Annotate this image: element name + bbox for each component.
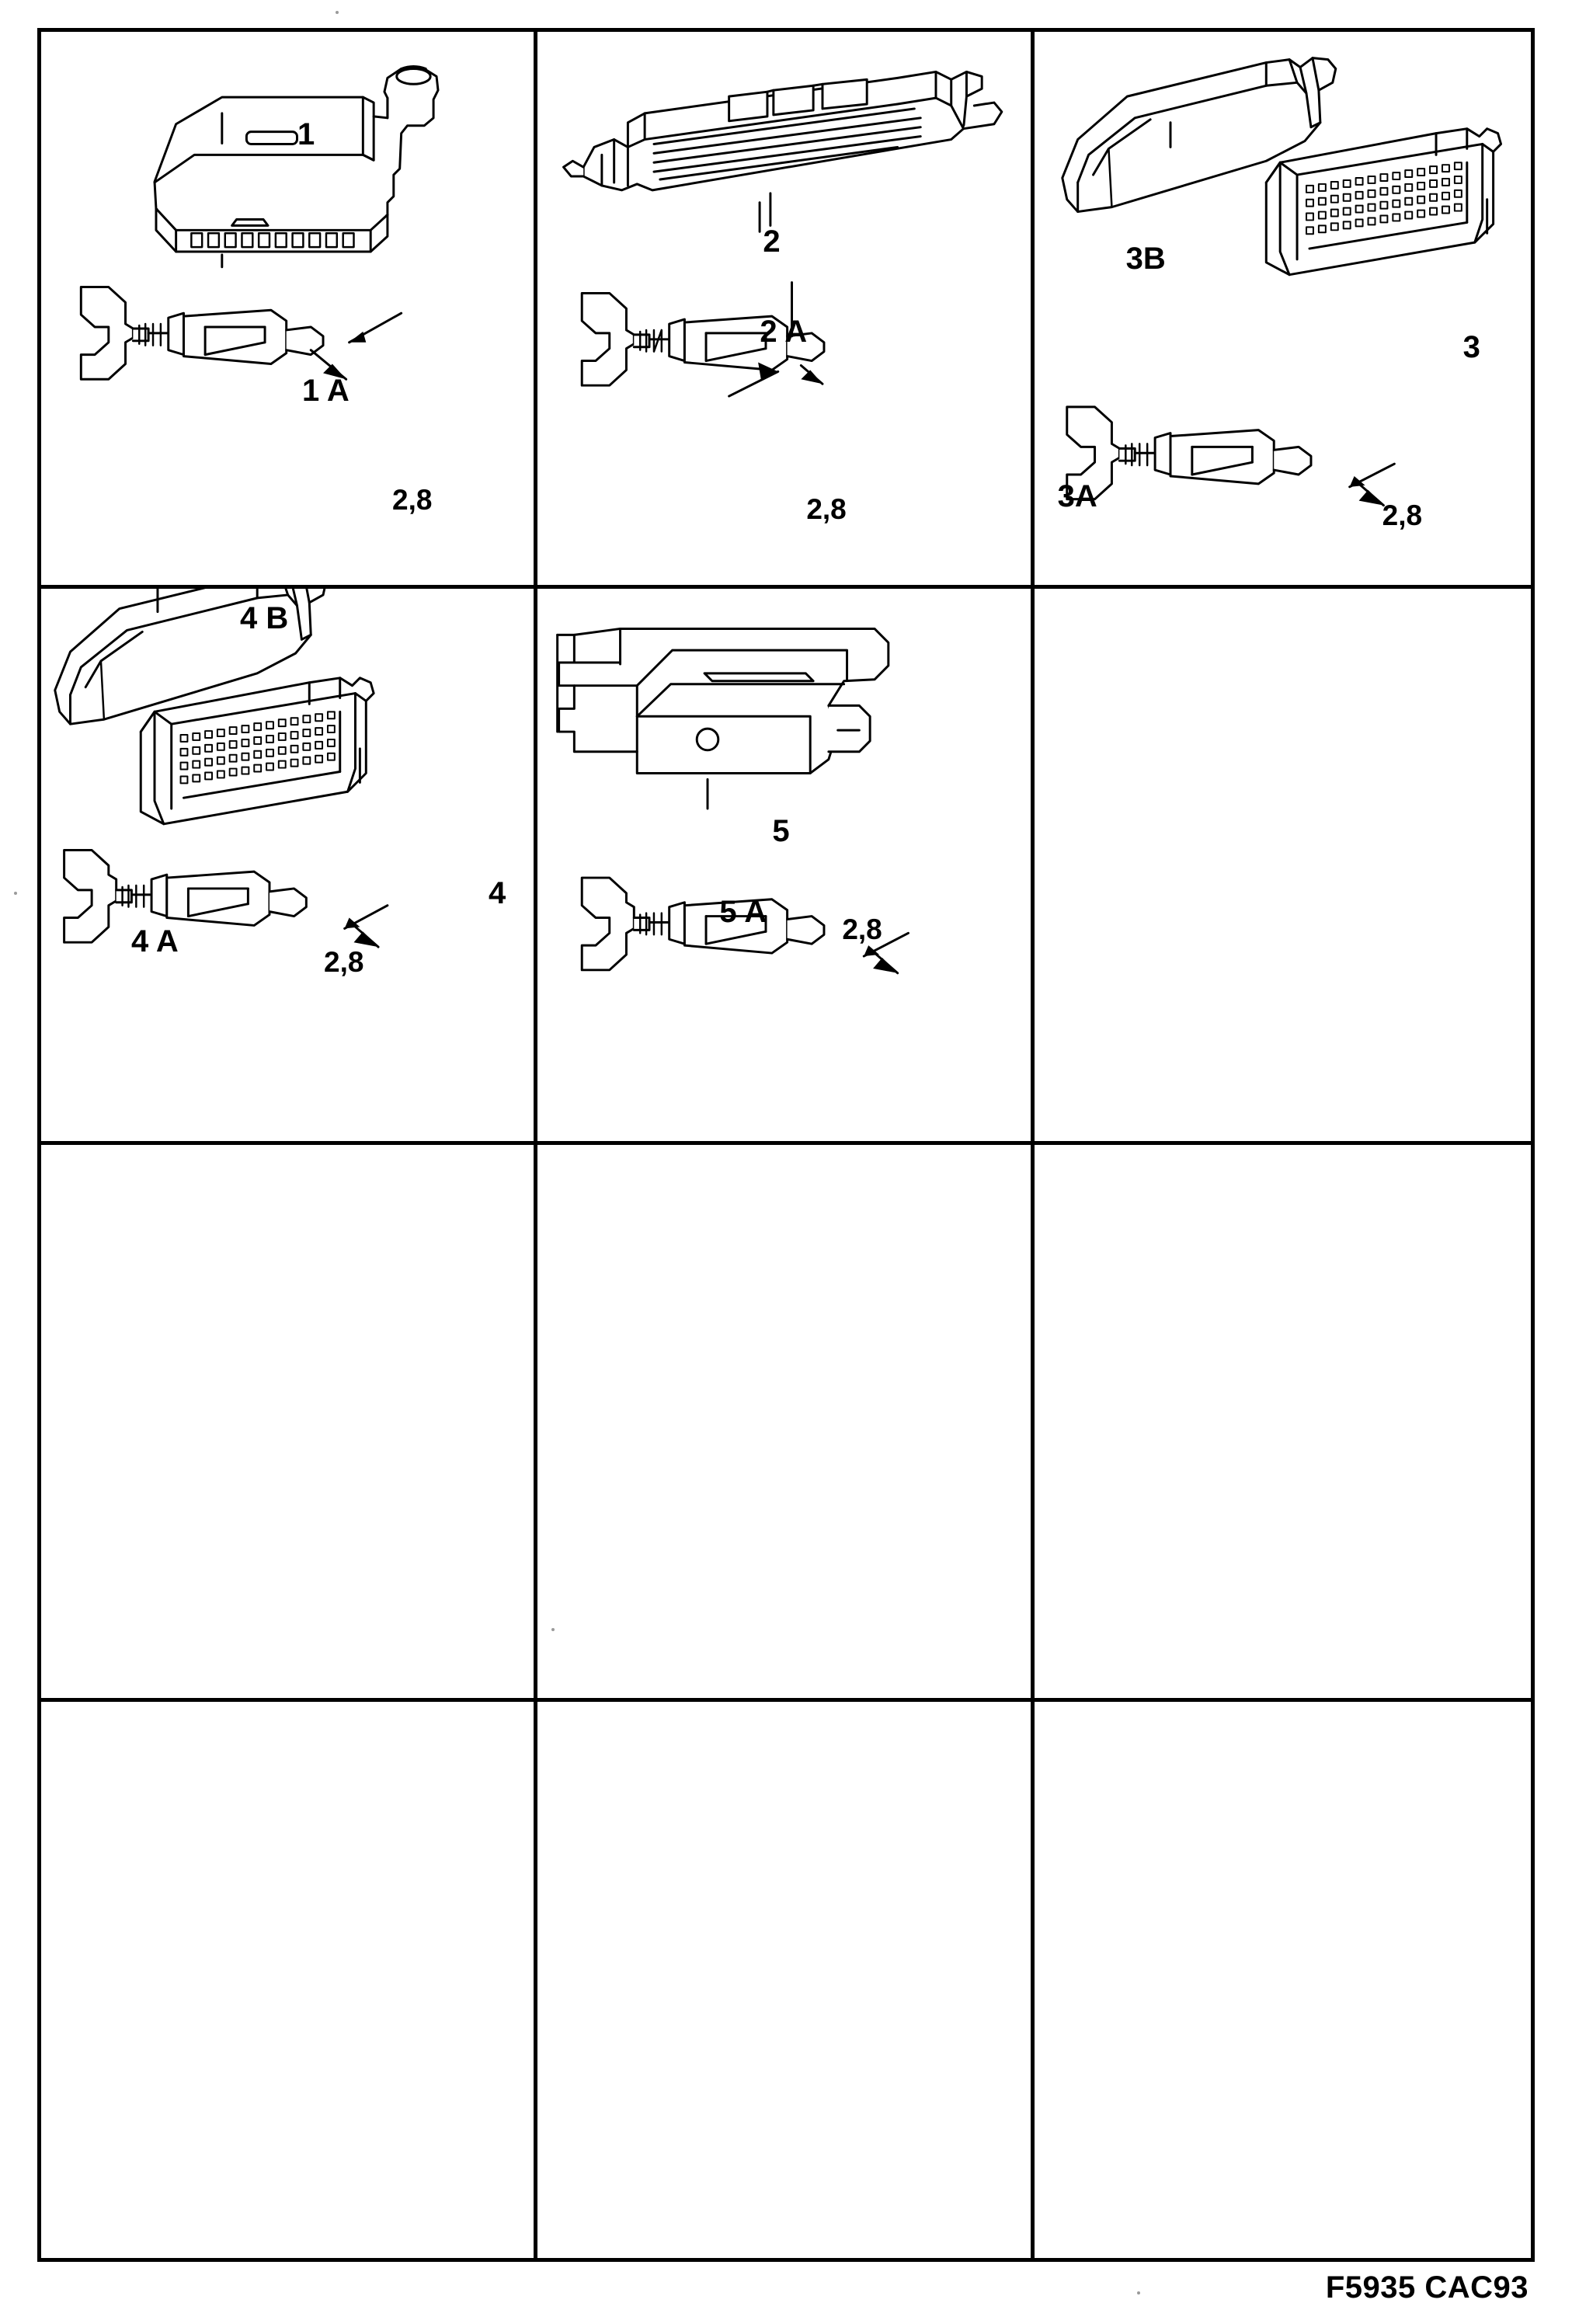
- page-speckle: [14, 892, 17, 895]
- callout-2a: 2 A: [760, 315, 808, 349]
- dimension-2a: 2,8: [806, 493, 847, 525]
- illustration-grid: [37, 28, 1535, 2262]
- cell-9: [1035, 1145, 1531, 1702]
- cell-8: [537, 1145, 1034, 1702]
- callout-1: 1: [297, 117, 315, 151]
- callout-3b: 3B: [1125, 242, 1166, 276]
- callout-4: 4: [489, 875, 506, 910]
- callout-3: 3: [1462, 330, 1480, 364]
- plate-code: F5935 CAC93: [1325, 2270, 1529, 2305]
- page-speckle: [336, 11, 339, 14]
- callout-1a: 1 A: [302, 374, 350, 408]
- callout-5: 5: [772, 813, 790, 848]
- cell-2: [537, 32, 1034, 589]
- callout-2: 2: [763, 224, 781, 259]
- page-speckle: [1137, 2291, 1140, 2294]
- cell-3: [1035, 32, 1531, 589]
- cell-5: [537, 589, 1034, 1146]
- dimension-5a: 2,8: [842, 913, 882, 945]
- dimension-3a: 2,8: [1382, 499, 1423, 531]
- callout-4b: 4 B: [240, 600, 289, 635]
- callout-4a: 4 A: [131, 924, 179, 958]
- dimension-4a: 2,8: [324, 945, 364, 978]
- connector-5-drawing: [537, 589, 1030, 1142]
- cell-6: [1035, 589, 1531, 1146]
- cell-12: [1035, 1702, 1531, 2259]
- cell-11: [537, 1702, 1034, 2259]
- cell-4: [41, 589, 537, 1146]
- dimension-1a: 2,8: [392, 484, 433, 516]
- cell-10: [41, 1702, 537, 2259]
- cell-7: [41, 1145, 537, 1702]
- connector-4-drawing: [41, 589, 534, 1142]
- cell-1: [41, 32, 537, 589]
- connector-2-drawing: [537, 32, 1030, 585]
- connector-3-drawing: [1035, 32, 1531, 585]
- callout-5a: 5 A: [719, 894, 767, 929]
- connector-1-drawing: [41, 32, 534, 585]
- callout-3a: 3A: [1057, 479, 1097, 513]
